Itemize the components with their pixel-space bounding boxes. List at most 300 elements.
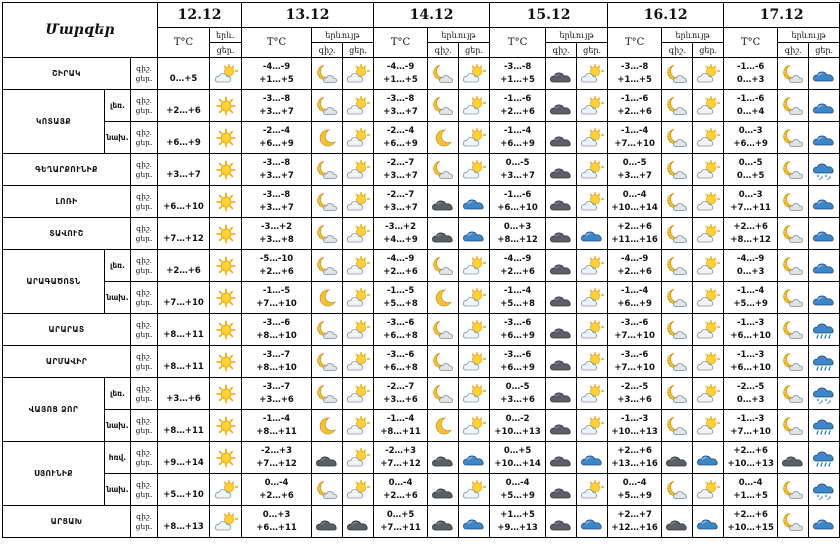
weather-cell (662, 410, 693, 442)
sun-icon (214, 320, 238, 340)
day-temperature: +2…+6 (158, 250, 210, 282)
moon-cloud-icon (781, 128, 805, 148)
day-temperature: +7…+10 (614, 330, 655, 341)
weather-cell (459, 474, 490, 506)
sun-cloud-icon (696, 320, 720, 340)
weather-cell (809, 442, 840, 474)
forecast-row (3, 58, 840, 90)
day-temperature: +11…+16 (611, 234, 658, 245)
weather-cell (312, 90, 343, 122)
cloud-icon (812, 96, 836, 116)
day-temperature: +2…+6 (617, 266, 652, 277)
night-temperature: -4…-9 (262, 61, 291, 72)
sun-cloud-icon (580, 160, 604, 180)
moon-cloud-icon (781, 192, 805, 212)
sun-cloud-icon (462, 480, 486, 500)
night-temperature: -3…-8 (386, 93, 415, 104)
moon-cloud-icon (665, 480, 689, 500)
sun-cloud-icon (346, 64, 370, 84)
temperature-cell (724, 314, 778, 346)
weather-cell (210, 122, 242, 154)
day-label: ցեր. (135, 329, 153, 339)
temperature-cell (608, 346, 662, 378)
cloud-icon (812, 64, 836, 84)
sun-cloud-icon (462, 288, 486, 308)
forecast-row (3, 282, 840, 314)
temperature-cell (608, 58, 662, 90)
weather-cell (210, 282, 242, 314)
temperature-cell (242, 474, 312, 506)
region-name: ԱՐԱՐԱՏ (3, 314, 131, 346)
sun-cloud-icon (214, 480, 238, 500)
day-label: ցեր. (135, 361, 153, 371)
sun-cloud-icon (696, 128, 720, 148)
weather-cell (210, 90, 242, 122)
weather-cell (546, 154, 577, 186)
temperature-cell (242, 154, 312, 186)
night-temperature: -1…-4 (386, 413, 415, 424)
moon-cloud-icon (315, 320, 339, 340)
day-label: ցեր. (135, 137, 153, 147)
day-temperature: +7…+10 (614, 362, 655, 373)
night-temperature: 0…-3 (738, 189, 763, 200)
day-temperature: +6…+9 (500, 362, 535, 373)
temperature-header: T°C (490, 28, 546, 58)
weather-cell (428, 474, 459, 506)
dark-cloud-icon (781, 448, 805, 468)
region-name: ԿՈՏԱՅՔ (3, 90, 105, 154)
night-temperature: 0…-4 (622, 189, 647, 200)
day-temperature: +3…+6 (500, 394, 535, 405)
day-label: ցեր. (135, 489, 153, 499)
weather-cell (577, 506, 608, 538)
night-temperature: -1…-3 (736, 349, 765, 360)
weather-cell (693, 282, 724, 314)
weather-cell (210, 346, 242, 378)
weather-cell (778, 58, 809, 90)
weather-cell (809, 506, 840, 538)
weather-cell (809, 346, 840, 378)
moon-cloud-icon (665, 192, 689, 212)
temperature-cell (490, 250, 546, 282)
night-day-labels (131, 58, 158, 90)
weather-cell (312, 378, 343, 410)
night-temperature: -3…-6 (620, 317, 649, 328)
temperature-cell (374, 346, 428, 378)
night-temperature: -3…-6 (620, 349, 649, 360)
day-temperature: +12…+16 (611, 522, 658, 533)
temperature-cell (374, 250, 428, 282)
night-label: գիշ. (136, 319, 152, 329)
day-temperature: +5…+9 (733, 298, 768, 309)
day-temperature: +2…+6 (500, 266, 535, 277)
temperature-cell (242, 442, 312, 474)
day-temperature: +3…+7 (383, 170, 418, 181)
weather-cell (693, 314, 724, 346)
weather-cell (778, 410, 809, 442)
temperature-cell (490, 410, 546, 442)
moon-icon (431, 416, 455, 436)
weather-cell (662, 186, 693, 218)
night-temperature: -1…-4 (503, 125, 532, 136)
weather-cell (662, 58, 693, 90)
day-temperature: +3…+7 (259, 170, 294, 181)
day-temperature: +10…+13 (611, 426, 658, 437)
date-header: 16.12 (608, 3, 724, 28)
temperature-cell (608, 218, 662, 250)
sun-cloud-icon (580, 288, 604, 308)
weather-cell (662, 122, 693, 154)
cloud-icon (696, 512, 720, 532)
temperature-cell (608, 282, 662, 314)
forecast-row (3, 506, 840, 538)
weather-cell (809, 378, 840, 410)
weather-cell (577, 122, 608, 154)
snow-cloud-icon (812, 480, 836, 500)
phenomenon-header: երևույթ (778, 28, 840, 43)
night-label: գիշ. (136, 63, 152, 73)
night-temperature: -2…-7 (386, 381, 415, 392)
weather-cell (210, 250, 242, 282)
weather-cell (459, 442, 490, 474)
temperature-cell (490, 90, 546, 122)
temperature-cell (374, 154, 428, 186)
weather-cell (809, 410, 840, 442)
day-temperature: +10…+15 (727, 522, 774, 533)
weather-cell (428, 218, 459, 250)
weather-cell (312, 122, 343, 154)
weather-cell (577, 282, 608, 314)
weather-cell (693, 506, 724, 538)
night-day-labels (131, 154, 158, 186)
night-temperature: 0…-4 (388, 477, 413, 488)
dark-cloud-icon (549, 480, 573, 500)
weather-cell (778, 90, 809, 122)
day-temperature: +7…+12 (380, 458, 421, 469)
night-temperature: 0…-2 (505, 413, 530, 424)
night-temperature: -3…-7 (262, 381, 291, 392)
sun-cloud-icon (346, 480, 370, 500)
night-header: գիշ. (312, 43, 343, 58)
night-temperature: 0…-5 (505, 381, 530, 392)
weather-cell (546, 282, 577, 314)
weather-cell (459, 122, 490, 154)
day-label: ցեր. (135, 265, 153, 275)
night-temperature: +2…+6 (617, 221, 652, 232)
night-temperature: -1…-4 (736, 285, 765, 296)
moon-cloud-icon (431, 160, 455, 180)
moon-cloud-icon (431, 64, 455, 84)
night-temperature: -3…-6 (503, 317, 532, 328)
weather-cell (577, 314, 608, 346)
weather-cell (546, 378, 577, 410)
regions-header: Մարզեր (3, 3, 158, 58)
night-temperature: -3…-8 (503, 61, 532, 72)
weather-cell (577, 250, 608, 282)
temperature-cell (490, 218, 546, 250)
dark-cloud-icon (431, 448, 455, 468)
moon-cloud-icon (315, 192, 339, 212)
weather-cell (428, 282, 459, 314)
moon-cloud-icon (665, 352, 689, 372)
night-temperature: -1…-5 (386, 285, 415, 296)
day-temperature: +3…+7 (259, 202, 294, 213)
weather-cell (459, 154, 490, 186)
phenomenon-header: երևույթ (428, 28, 490, 43)
sun-cloud-icon (462, 320, 486, 340)
weather-cell (312, 250, 343, 282)
cloud-icon (812, 128, 836, 148)
sun-cloud-icon (346, 384, 370, 404)
sun-cloud-icon (346, 224, 370, 244)
snow-cloud-icon (812, 160, 836, 180)
night-temperature: -1…-3 (736, 317, 765, 328)
temperature-cell (242, 90, 312, 122)
forecast-row (3, 186, 840, 218)
temperature-cell (374, 378, 428, 410)
weather-cell (343, 90, 374, 122)
temperature-cell (242, 410, 312, 442)
day-temperature: +8…+12 (497, 234, 538, 245)
day-label: ցեր. (135, 297, 153, 307)
weather-cell (693, 90, 724, 122)
night-temperature: -3…-6 (386, 317, 415, 328)
weather-cell (577, 346, 608, 378)
weather-cell (343, 282, 374, 314)
sun-cloud-icon (214, 64, 238, 84)
weather-cell (577, 218, 608, 250)
cloud-icon (812, 512, 836, 532)
temperature-cell (490, 442, 546, 474)
temperature-cell (242, 186, 312, 218)
day-header: ցեր. (693, 43, 724, 58)
weather-cell (428, 58, 459, 90)
night-temperature: -3…-7 (262, 349, 291, 360)
forecast-row (3, 122, 840, 154)
weather-cell (428, 250, 459, 282)
weather-cell (809, 90, 840, 122)
sun-cloud-icon (580, 128, 604, 148)
day-label: ցեր. (135, 457, 153, 467)
day-label: ցեր. (135, 233, 153, 243)
night-temperature: 0…-4 (622, 477, 647, 488)
night-temperature: 0…+5 (503, 445, 532, 456)
day-temperature: +6…+9 (617, 298, 652, 309)
day-temperature: +8…+11 (158, 346, 210, 378)
moon-icon (431, 288, 455, 308)
day-temperature: +5…+9 (617, 490, 652, 501)
weather-cell (546, 218, 577, 250)
day-temperature: +10…+14 (611, 202, 658, 213)
day-temperature: +6…+11 (256, 522, 297, 533)
temperature-cell (724, 282, 778, 314)
cloud-icon (580, 224, 604, 244)
temperature-cell (374, 410, 428, 442)
date-header: 15.12 (490, 3, 608, 28)
moon-cloud-icon (315, 352, 339, 372)
sun-cloud-icon (580, 192, 604, 212)
night-temperature: -1…-6 (620, 93, 649, 104)
moon-cloud-icon (665, 224, 689, 244)
temperature-cell (490, 282, 546, 314)
cloud-icon (580, 512, 604, 532)
weather-cell (778, 282, 809, 314)
weather-cell (778, 442, 809, 474)
weather-cell (210, 154, 242, 186)
temperature-cell (724, 250, 778, 282)
night-temperature: -2…+3 (261, 445, 293, 456)
moon-cloud-icon (431, 256, 455, 276)
weather-cell (428, 90, 459, 122)
subregion-label: հռվ. (105, 442, 131, 474)
night-label: գիշ. (136, 479, 152, 489)
sun-icon (214, 384, 238, 404)
temperature-header: T°C (724, 28, 778, 58)
sun-cloud-icon (696, 192, 720, 212)
temperature-cell (242, 506, 312, 538)
forecast-header (3, 3, 840, 58)
temperature-cell (608, 122, 662, 154)
night-temperature: 0…+3 (262, 509, 291, 520)
night-temperature: -2…+3 (385, 445, 417, 456)
weather-cell (662, 218, 693, 250)
moon-cloud-icon (665, 384, 689, 404)
sun-icon (214, 192, 238, 212)
temperature-cell (374, 90, 428, 122)
subregion-label: լեռ. (105, 378, 131, 410)
cloud-icon (462, 224, 486, 244)
moon-cloud-icon (431, 352, 455, 372)
weather-cell (343, 218, 374, 250)
day-temperature: +7…+10 (730, 426, 771, 437)
temperature-cell (490, 506, 546, 538)
date-header: 13.12 (242, 3, 374, 28)
rain-cloud-icon (812, 416, 836, 436)
cloud-icon (462, 192, 486, 212)
weather-cell (809, 314, 840, 346)
temperature-cell (724, 506, 778, 538)
sun-cloud-icon (696, 288, 720, 308)
temperature-cell (242, 122, 312, 154)
date-header: 14.12 (374, 3, 490, 28)
weather-cell (343, 506, 374, 538)
forecast-table (2, 2, 840, 538)
cloud-icon (812, 288, 836, 308)
night-temperature: -2…-7 (386, 189, 415, 200)
forecast-row (3, 250, 840, 282)
temperature-header: T°C (374, 28, 428, 58)
day-temperature: +1…+5 (259, 74, 294, 85)
sun-cloud-icon (346, 416, 370, 436)
weather-cell (778, 346, 809, 378)
weather-cell (778, 378, 809, 410)
temperature-cell (490, 474, 546, 506)
temperature-cell (608, 90, 662, 122)
weather-cell (693, 218, 724, 250)
temperature-cell (490, 346, 546, 378)
night-temperature: 0…-4 (738, 477, 763, 488)
day-temperature: +9…+14 (158, 442, 210, 474)
region-name: ԱՐՄԱՎԻՐ (3, 346, 131, 378)
temperature-cell (724, 346, 778, 378)
weather-cell (546, 442, 577, 474)
day-temperature: +8…+11 (380, 426, 421, 437)
night-temperature: 0…-5 (505, 157, 530, 168)
weather-cell (312, 218, 343, 250)
day-label: ցեր. (135, 169, 153, 179)
night-temperature: 0…+3 (503, 221, 532, 232)
weather-cell (546, 122, 577, 154)
night-label: գիշ. (136, 191, 152, 201)
cloud-icon (462, 512, 486, 532)
weather-cell (459, 282, 490, 314)
weather-cell (693, 346, 724, 378)
sun-icon (214, 224, 238, 244)
sun-icon (214, 96, 238, 116)
temperature-cell (490, 58, 546, 90)
weather-cell (809, 474, 840, 506)
temperature-cell (724, 122, 778, 154)
weather-cell (546, 410, 577, 442)
dark-cloud-icon (549, 416, 573, 436)
weather-cell (546, 250, 577, 282)
dark-cloud-icon (346, 512, 370, 532)
sun-icon (214, 416, 238, 436)
weather-cell (312, 442, 343, 474)
night-temperature: -4…-9 (736, 253, 765, 264)
night-label: գիշ. (136, 95, 152, 105)
forecast-row (3, 474, 840, 506)
weather-cell (459, 250, 490, 282)
weather-cell (312, 410, 343, 442)
weather-cell (428, 154, 459, 186)
temperature-cell (724, 90, 778, 122)
night-day-labels (131, 474, 158, 506)
weather-cell (577, 442, 608, 474)
weather-cell (546, 314, 577, 346)
region-name: ՍՅՈՒՆԻՔ (3, 442, 105, 506)
moon-cloud-icon (781, 416, 805, 436)
day-label: ցեր. (135, 201, 153, 211)
night-day-labels (131, 346, 158, 378)
temperature-cell (608, 250, 662, 282)
sun-cloud-icon (580, 320, 604, 340)
night-label: գիշ. (136, 511, 152, 521)
day-temperature: +8…+12 (730, 234, 771, 245)
weather-cell (693, 186, 724, 218)
temperature-cell (724, 410, 778, 442)
night-temperature: 0…-5 (738, 157, 763, 168)
day-temperature: +13…+16 (611, 458, 658, 469)
day-header: ցեր. (809, 43, 840, 58)
weather-cell (210, 314, 242, 346)
sun-cloud-icon (580, 480, 604, 500)
night-header: գիշ. (778, 43, 809, 58)
sun-cloud-icon (462, 384, 486, 404)
day-temperature: +2…+6 (259, 266, 294, 277)
temperature-cell (490, 154, 546, 186)
day-temperature: 0…+5 (736, 170, 765, 181)
forecast-row (3, 378, 840, 410)
sun-icon (214, 448, 238, 468)
weather-cell (577, 154, 608, 186)
day-temperature: 0…+5 (158, 58, 210, 90)
sun-cloud-icon (696, 64, 720, 84)
temperature-cell (608, 442, 662, 474)
weather-cell (312, 506, 343, 538)
day-temperature: +6…+10 (497, 202, 538, 213)
sun-icon (214, 128, 238, 148)
